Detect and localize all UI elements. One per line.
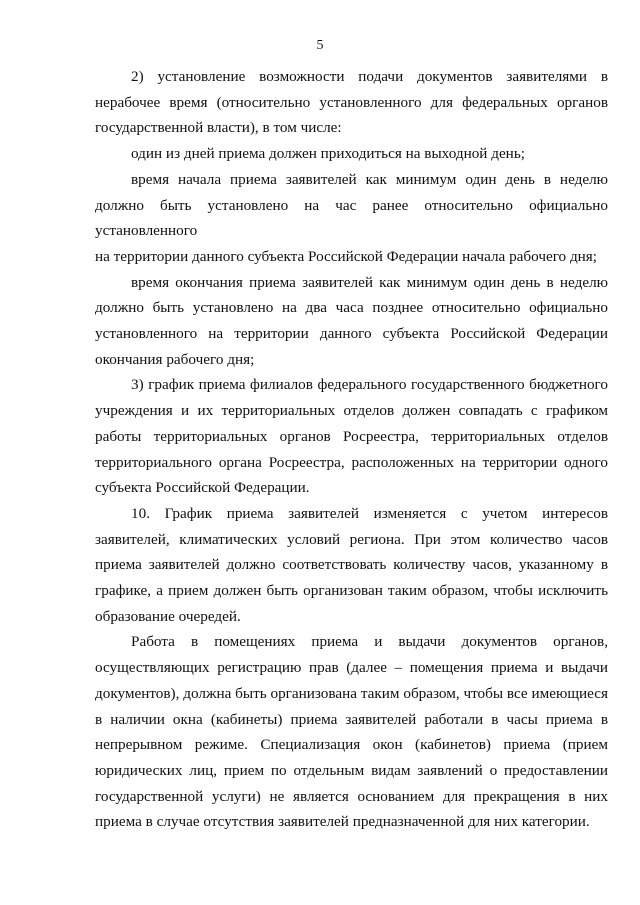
paragraph-start-time-continuation: на территории данного субъекта Российской Федерации начала рабочего дня;	[95, 247, 598, 265]
paragraph-work-rooms: Работа в помещениях приема и выдачи документов органов, осуществляющих регистрацию прав (далее – помещения приема и выдачи документов), должна быть организована таким образом, чтобы все имеющиеся в наличии окна (кабинеты) приема заявителей работали в часы приема в непрерывном режиме. Специализация окон (кабинетов) приема (прием юридических лиц, прием по отдельным видам заявлений о предоставлении государственной услуги) не является основанием для прекращения в них приема в случае отсутствия заявителей предназначенной для них категории.	[95, 633, 608, 831]
paragraph-start-time: время начала приема заявителей как минимум один день в неделю должно быть установлено на час ранее относительно официально установленного	[95, 170, 608, 240]
paragraph-item-10: 10. График приема заявителей изменяется с учетом интересов заявителей, климатических условий региона. При этом количество часов приема заявителей должно соответствовать количеству часов, указанному в графике, а прием должен быть организован таким образом, чтобы исключить образование очередей.	[95, 504, 608, 625]
paragraph-day-off: один из дней приема должен приходиться на выходной день;	[131, 145, 525, 163]
paragraph-end-time: время окончания приема заявителей как минимум один день в неделю должно быть установлено на два часа позднее относительно официально установленного на территории данного субъекта Российской Федерации окончания рабочего дня;	[95, 273, 608, 368]
paragraph-clause-2: 2) установление возможности подачи документов заявителями в нерабочее время (относительно установленного для федеральных органов государственной власти), в том числе:	[95, 68, 608, 137]
document-body	[95, 64, 608, 835]
page-number: 5	[316, 38, 324, 53]
paragraph-clause-3: 3) график приема филиалов федерального государственного бюджетного учреждения и их территориальных отделов должен совпадать с графиком работы территориальных органов Росреестра, территориальных отделов территориального органа Росреестра, расположенных на территории одного субъекта Российской Федерации.	[95, 376, 608, 497]
